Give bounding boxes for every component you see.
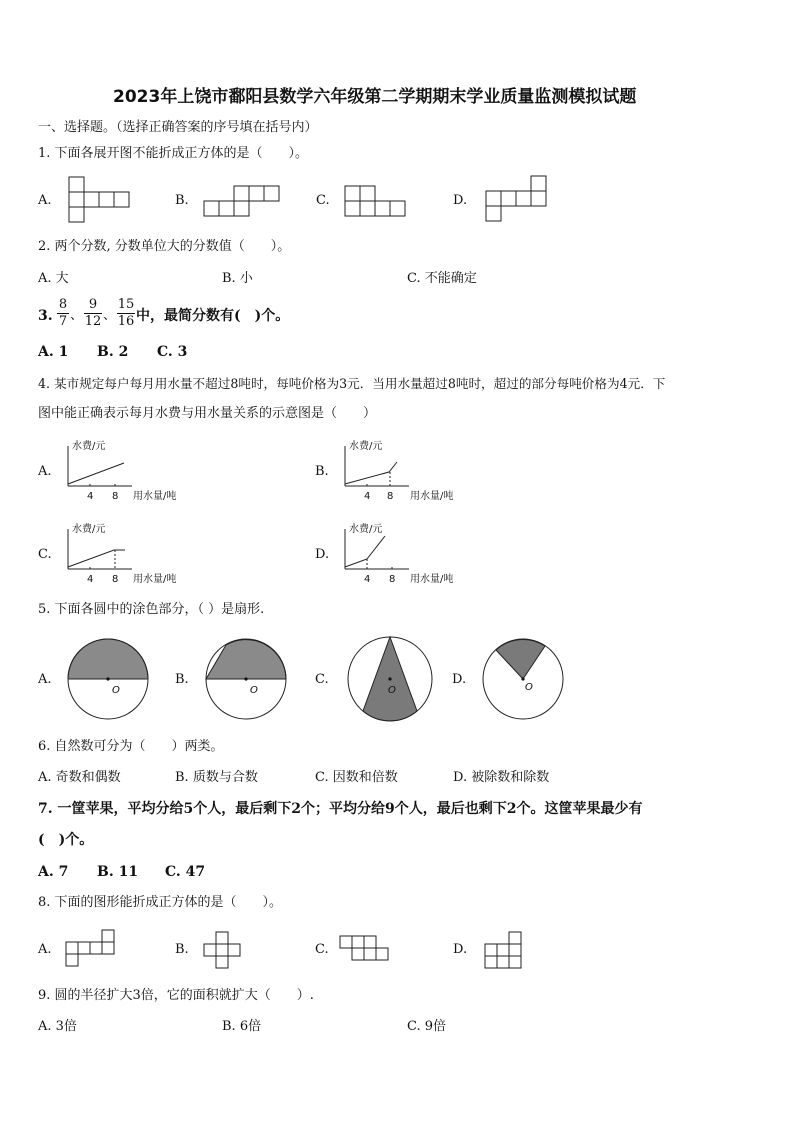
- question-7-line2: ( )个。: [38, 832, 94, 848]
- question-3-text: 中，最简分数有( )个。: [136, 308, 290, 324]
- question-9: 9. 圆的半径扩大3倍，它的面积就扩大（ ）.: [38, 988, 314, 1003]
- q5-option-d[interactable]: D.: [452, 672, 467, 687]
- question-3-number: 3.: [38, 308, 53, 324]
- separator-1: 、: [70, 308, 84, 323]
- q4-option-c[interactable]: C.: [38, 547, 52, 562]
- q5-option-b[interactable]: B.: [175, 672, 189, 687]
- graph-b-tick-4: 4: [364, 491, 371, 502]
- question-4-line1: 4. 某市规定每户每月用水量不超过8吨时，每吨价格为3元．当用水量超过8吨时，超过的部分每吨价格为4元．下: [38, 376, 666, 391]
- q2-option-c[interactable]: C. 不能确定: [407, 271, 477, 286]
- question-8: 8. 下面的图形能折成正方体的是（ ）。: [38, 895, 283, 910]
- separator-2: 、: [103, 308, 117, 323]
- q5-option-a[interactable]: A.: [38, 672, 52, 687]
- question-7-line1: 7. 一筐苹果，平均分给5个人，最后剩下2个；平均分给9个人，最后也剩下2个。这筐苹果最少有: [38, 801, 643, 817]
- q9-option-b[interactable]: B. 6倍: [222, 1019, 262, 1034]
- fraction-1-denominator: 7: [58, 314, 68, 329]
- q1-option-c[interactable]: C.: [316, 193, 330, 208]
- graph-a-tick-4: 4: [87, 491, 94, 502]
- graph-c-tick-4: 4: [87, 574, 94, 585]
- graph-d-tick-8: 8: [389, 574, 396, 585]
- q9-option-a[interactable]: A. 3倍: [38, 1019, 77, 1034]
- graph-a-xlabel: 用水量/吨: [133, 491, 177, 502]
- circle-a-center-label: O: [112, 685, 120, 696]
- graph-b-tick-8: 8: [387, 491, 394, 502]
- q8-net-d: [485, 932, 521, 968]
- page-title: 2023年上饶市鄱阳县数学六年级第二学期期末学业质量监测模拟试题: [113, 87, 637, 107]
- graph-a-tick-8: 8: [112, 491, 119, 502]
- q1-option-d[interactable]: D.: [453, 193, 468, 208]
- graph-b-ylabel: 水费/元: [349, 441, 383, 452]
- q7-option-c[interactable]: C. 47: [165, 864, 206, 880]
- fraction-3-denominator: 16: [117, 314, 135, 329]
- q3-option-b[interactable]: B. 2: [97, 344, 129, 360]
- fraction-3-numerator: 15: [117, 297, 135, 312]
- q6-option-a[interactable]: A. 奇数和偶数: [38, 770, 121, 785]
- fraction-1-numerator: 8: [58, 297, 68, 312]
- circle-c-center-label: O: [388, 685, 396, 696]
- circle-b-center-label: O: [250, 685, 258, 696]
- q8-net-b: [204, 932, 240, 968]
- q8-net-c: [340, 936, 388, 960]
- fraction-2-denominator: 12: [84, 314, 102, 329]
- q4-option-a[interactable]: A.: [38, 464, 52, 479]
- q8-net-a: [66, 930, 114, 966]
- section-heading: 一、选择题。（选择正确答案的序号填在括号内）: [38, 120, 318, 135]
- q4-option-b[interactable]: B.: [315, 464, 329, 479]
- graph-d-ylabel: 水费/元: [349, 524, 383, 535]
- fraction-2-numerator: 9: [88, 297, 98, 312]
- q4-option-d[interactable]: D.: [315, 547, 330, 562]
- q8-option-d[interactable]: D.: [453, 942, 468, 957]
- question-2: 2. 两个分数, 分数单位大的分数值（ ）。: [38, 239, 291, 254]
- q8-option-b[interactable]: B.: [175, 942, 189, 957]
- q1-option-a[interactable]: A.: [38, 193, 52, 208]
- q3-option-c[interactable]: C. 3: [157, 344, 188, 360]
- graph-d-tick-4: 4: [364, 574, 371, 585]
- q6-option-b[interactable]: B. 质数与合数: [175, 770, 258, 785]
- q2-option-b[interactable]: B. 小: [222, 271, 253, 286]
- q7-option-b[interactable]: B. 11: [97, 864, 139, 880]
- q9-option-c[interactable]: C. 9倍: [407, 1019, 447, 1034]
- q8-option-a[interactable]: A.: [38, 942, 52, 957]
- q6-option-d[interactable]: D. 被除数和除数: [453, 770, 550, 785]
- graph-d-xlabel: 用水量/吨: [410, 574, 454, 585]
- question-6: 6. 自然数可分为（ ）两类。: [38, 739, 224, 754]
- graph-b-xlabel: 用水量/吨: [410, 491, 454, 502]
- q7-option-a[interactable]: A. 7: [38, 864, 69, 880]
- q2-option-a[interactable]: A. 大: [38, 271, 69, 286]
- question-4-line2: 图中能正确表示每月水费与用水量关系的示意图是（ ）: [38, 406, 377, 421]
- circle-d-center-label: O: [525, 682, 533, 693]
- question-5: 5. 下面各圆中的涂色部分，（ ）是扇形.: [38, 602, 265, 617]
- question-1: 1. 下面各展开图不能折成正方体的是（ ）。: [38, 146, 309, 161]
- graph-c-ylabel: 水费/元: [72, 524, 106, 535]
- q8-option-c[interactable]: C.: [315, 942, 329, 957]
- q5-option-c[interactable]: C.: [315, 672, 329, 687]
- q1-option-b[interactable]: B.: [175, 193, 189, 208]
- q3-option-a[interactable]: A. 1: [38, 344, 69, 360]
- graph-a-ylabel: 水费/元: [72, 441, 106, 452]
- graph-c-xlabel: 用水量/吨: [133, 574, 177, 585]
- graph-c-tick-8: 8: [112, 574, 119, 585]
- q6-option-c[interactable]: C. 因数和倍数: [315, 770, 398, 785]
